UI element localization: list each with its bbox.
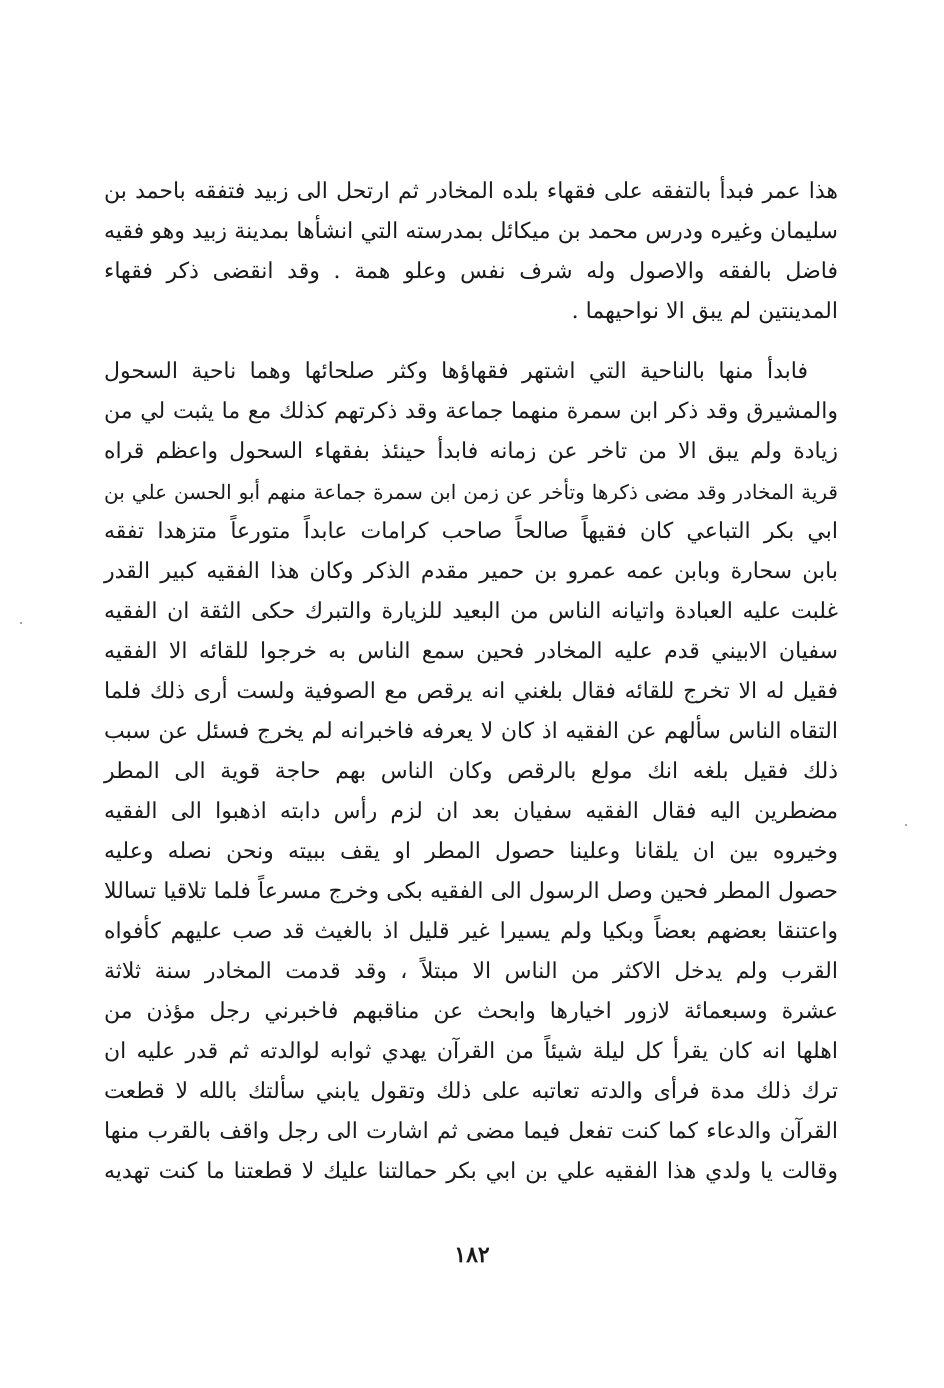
text-line: القرب ولم يدخل الاكثر من الناس الا مبتلاً ، وقد قدمت المخادر سنة ثلاثة <box>104 959 838 984</box>
page-number: ١٨٢ <box>454 1242 490 1268</box>
text-line: ذلك فقيل بلغه انك مولع بالرقص وكان الناس بهم حاجة قوية الى المطر <box>104 759 838 784</box>
text-line: فاضل بالفقه والاصول وله شرف نفس وعلو همة . وقد انقضى ذكر فقهاء <box>104 259 838 284</box>
text-line: اهلها انه كان يقرأ كل ليلة شيئاً من القرآن يهدي ثوابه لوالدته ثم قدر عليه ان <box>104 1039 838 1064</box>
text-line: زيادة ولم يبق الا من تاخر عن زمانه فابدأ حينئذ بفقهاء السحول واعظم قراه <box>104 439 838 464</box>
text-line: فابدأ منها بالناحية التي اشتهر فقهاؤها وكثر صلحائها وهما ناحية السحول <box>104 359 808 384</box>
text-line: بابن سحارة وبابن عمه عمرو بن حمير مقدم الذكر وكان هذا الفقيه كبير القدر <box>104 559 838 584</box>
scan-speck <box>905 824 907 826</box>
text-line: قرية المخادر وقد مضى ذكرها وتأخر عن زمن ابن سمرة جماعة منهم أبو الحسن علي بن <box>104 480 838 504</box>
text-line: مضطرين اليه فقال الفقيه سفيان بعد ان لزم رأس دابته اذهبوا الى الفقيه <box>104 799 838 824</box>
text-line: حصول المطر فحين وصل الرسول الى الفقيه بكى وخرج مسرعاً فلما تلاقيا تساللا <box>104 879 838 904</box>
paragraph-2 <box>104 352 838 1192</box>
text-line: التقاه الناس سألهم عن الفقيه اذ كان لا يعرفه فاخبرانه لم يخرج فسئل عن سبب <box>104 719 838 744</box>
text-line: سليمان وغيره ودرس محمد بن ميكائل بمدرسته التي انشأها بمدينة زبيد وهو فقيه <box>104 219 838 244</box>
text-line: ابي بكر التباعي كان فقيهاً صالحاً صاحب كرامات عابداً متورعاً متزهدا تفقه <box>104 519 838 544</box>
text-line: والمشيرق وقد ذكر ابن سمرة منهما جماعة وقد ذكرتهم كذلك مع ما يثبت لي من <box>104 399 838 424</box>
text-line: القرآن والدعاء كما كنت تفعل فيما مضى ثم اشارت الى رجل واقف بالقرب منها <box>104 1119 838 1144</box>
text-line: واعتنقا بعضهم بعضاً وبكيا ولم يسيرا غير قليل اذ بالغيث قد صب عليهم كأفواه <box>104 919 838 944</box>
paragraph-1 <box>104 172 838 332</box>
text-line: سفيان الابيني قدم عليه المخادر فحين سمع الناس به خرجوا للقائه الا الفقيه <box>104 639 838 664</box>
scan-speck <box>20 622 22 624</box>
text-line: ترك ذلك مدة فرأى والدته تعاتبه على ذلك وتقول يابني سألتك بالله لا قطعت <box>104 1079 838 1104</box>
text-line: وخيروه بين ان يلقانا وعلينا حصول المطر او يقف ببيته ونحن نصله وعليه <box>104 839 838 864</box>
text-line: فقيل له الا تخرج للقائه فقال بلغني انه يرقص مع الصوفية ولست أرى ذلك فلما <box>104 679 838 704</box>
text-line: غلبت عليه العبادة واتيانه الناس من البعيد للزيارة والتبرك حكى الثقة ان الفقيه <box>104 599 838 624</box>
text-line: هذا عمر فبدأ بالتفقه على فقهاء بلده المخادر ثم ارتحل الى زبيد فتفقه باحمد بن <box>104 179 838 204</box>
text-line: عشرة وسبعمائة لازور اخيارها وابحث عن مناقبهم فاخبرني رجل مؤذن من <box>104 999 838 1024</box>
text-line: وقالت يا ولدي هذا الفقيه علي بن ابي بكر حمالتنا عليك لا قطعتنا ما كنت تهديه <box>104 1159 838 1184</box>
text-line: المدينتين لم يبق الا نواحيهما . <box>571 299 838 324</box>
